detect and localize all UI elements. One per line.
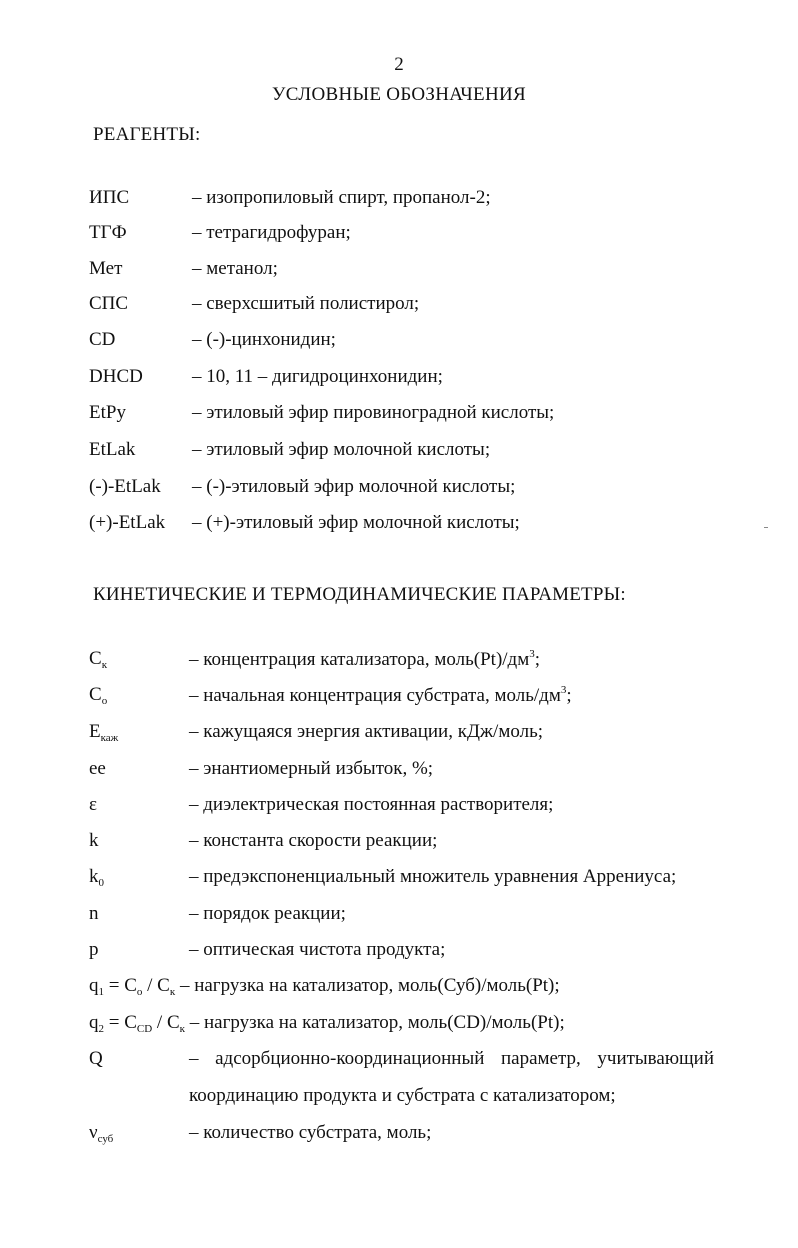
param-term: p [89,939,99,960]
param-desc: – оптическая чистота продукта; [189,939,446,960]
reagent-desc: – (-)-цинхонидин; [192,329,336,350]
reagent-desc: – этиловый эфир пировиноградной кислоты; [192,402,555,423]
scan-mark [764,527,768,528]
param-term: Q [89,1048,103,1069]
reagent-desc: – изопропиловый спирт, пропанол-2; [192,187,491,208]
param-term: $k_0$ [89,866,104,889]
param-term: $E_{каж}$ [89,721,119,744]
param-desc: – адсорбционно-координационный параметр, учитывающий [189,1048,714,1069]
param-desc-continuation: координацию продукта и субстрата с катализатором; [189,1085,616,1106]
param-desc: – порядок реакции; [189,903,346,924]
q1-formula: $q_1 = C_о / C_к$ [89,975,176,998]
page-title: УСЛОВНЫЕ ОБОЗНАЧЕНИЯ [272,84,526,105]
reagent-term: Мет [89,258,123,279]
param-term: n [89,903,99,924]
param-term: $C_к$ [89,648,108,671]
param-desc: – энантиомерный избыток, %; [189,758,434,779]
param-desc: – диэлектрическая постоянная растворителя; [189,794,554,815]
param-desc: – константа скорости реакции; [189,830,438,851]
param-term: $\nu_{суб}$ [89,1122,114,1145]
reagent-term: ТГФ [89,222,127,243]
param-row-q2 [89,1012,565,1035]
reagent-desc: – (+)-этиловый эфир молочной кислоты; [192,512,520,533]
param-term: ε [89,794,97,815]
reagent-term: (-)-EtLak [89,476,161,497]
param-term: $C_о$ [89,684,108,707]
reagent-desc: – сверхсшитый полистирол; [192,293,420,314]
reagent-term: (+)-EtLak [89,512,166,533]
q2-desc: – нагрузка на катализатор, моль(CD)/моль(Pt); [184,1012,565,1033]
param-term: ee [89,758,106,779]
reagent-term: DHCD [89,366,143,387]
q2-formula: $q_2 = C_{CD} / C_к$ [89,1012,185,1035]
reagents-heading: РЕАГЕНТЫ: [93,124,201,145]
param-desc: – начальная концентрация субстрата, моль/$дм^3$; [189,684,572,706]
reagent-desc: – 10, 11 – дигидроцинхонидин; [192,366,443,387]
reagent-desc: – метанол; [192,258,278,279]
reagent-term: EtLak [89,439,136,460]
params-heading: КИНЕТИЧЕСКИЕ И ТЕРМОДИНАМИЧЕСКИЕ ПАРАМЕТРЫ: [93,584,626,605]
param-desc: – предэкспоненциальный множитель уравнения Аррениуса; [189,866,677,887]
param-row-q1 [89,975,560,998]
reagent-desc: – тетрагидрофуран; [192,222,351,243]
reagent-desc: – этиловый эфир молочной кислоты; [192,439,491,460]
reagent-term: CD [89,329,116,350]
param-desc: – количество субстрата, моль; [189,1122,432,1143]
param-desc: – кажущаяся энергия активации, кДж/моль; [189,721,544,742]
reagent-desc: – (-)-этиловый эфир молочной кислоты; [192,476,516,497]
param-term: k [89,830,99,851]
reagent-term: ИПС [89,187,130,208]
page-number: 2 [394,54,404,75]
param-desc: – концентрация катализатора, $моль(Pt)/дм^3$; [189,648,541,670]
reagent-term: СПС [89,293,129,314]
q1-desc: – нагрузка на катализатор, моль(Суб)/моль(Pt); [175,975,560,996]
reagent-term: EtPy [89,402,126,423]
